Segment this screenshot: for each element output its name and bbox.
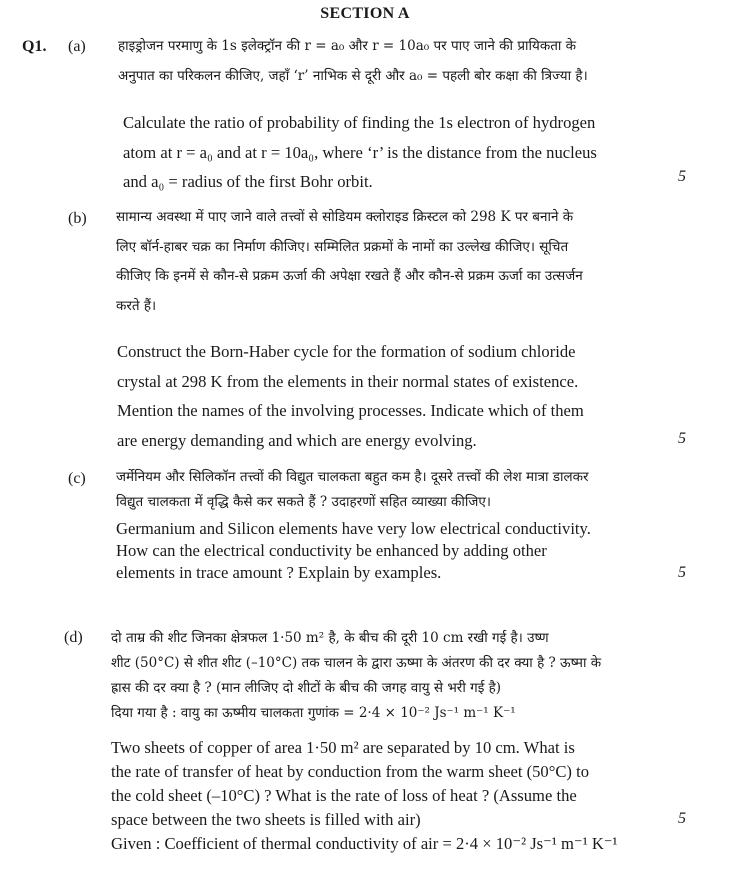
part-d-english-line: Given : Coefficient of thermal conductivity of air = 2·4 × 10⁻² Js⁻¹ m⁻¹ K⁻¹ xyxy=(111,834,618,853)
part-c-hindi-line: विद्युत चालकता में वृद्धि कैसे कर सकते हैं ? उदाहरणों सहित व्याख्या कीजिए। xyxy=(116,494,491,510)
part-b-english-line: Mention the names of the involving processes. Indicate which of them xyxy=(117,401,584,420)
part-a-english-line: and a₀ = radius of the first Bohr orbit. xyxy=(123,172,373,191)
part-c-english xyxy=(116,518,591,584)
part-d-hindi-line: शीट (50°C) से शीत शीट (–10°C) तक चालन के द्वारा ऊष्मा के अंतरण की दर क्या है ? ऊष्मा के xyxy=(111,655,602,671)
part-b-hindi-line: लिए बॉर्न-हाबर चक्र का निर्माण कीजिए। सम्मिलित प्रक्रमों के नामों का उल्लेख कीजिए। सूचित xyxy=(116,238,569,255)
part-c-hindi xyxy=(116,465,589,515)
part-d-label: (d) xyxy=(64,629,83,646)
part-d-hindi-line: ह्रास की दर क्या है ? (मान लीजिए दो शीटों के बीच की जगह वायु से भरी गई है) xyxy=(111,680,502,696)
part-c-marks: 5 xyxy=(678,564,686,581)
part-b-hindi-line: करते हैं। xyxy=(116,297,157,314)
part-c-hindi-line: जर्मेनियम और सिलिकॉन तत्त्वों की विद्युत चालकता बहुत कम है। दूसरे तत्त्वों की लेश मात्रा डालकर xyxy=(116,469,589,485)
part-d-english-line: space between the two sheets is filled with air) xyxy=(111,810,421,829)
part-b-english-line: crystal at 298 K from the elements in their normal states of existence. xyxy=(117,371,579,391)
section-title: SECTION A xyxy=(320,5,410,22)
part-a-hindi-line: अनुपात का परिकलन कीजिए, जहाँ ‘r’ नाभिक से दूरी और a₀ = पहली बोर कक्षा की त्रिज्या है। xyxy=(118,67,588,84)
question-number: Q1. xyxy=(22,38,47,55)
part-a-hindi-line: हाइड्रोजन परमाणु के 1s इलेक्ट्रॉन की r = a₀ और r = 10a₀ पर पाए जाने की प्रायिकता के xyxy=(118,38,577,54)
part-b-hindi-line: कीजिए कि इनमें से कौन-से प्रक्रम ऊर्जा की अपेक्षा रखते हैं और कौन-से प्रक्रम ऊर्जा का उत्सर्जन xyxy=(116,268,583,284)
part-d-hindi-line: दो ताम्र की शीट जिनका क्षेत्रफल 1·50 m² है, के बीच की दूरी 10 cm रखी गई है। उष्ण xyxy=(111,630,549,646)
part-b-marks: 5 xyxy=(678,430,686,447)
part-b-english-line: are energy demanding and which are energy evolving. xyxy=(117,430,477,450)
part-b-english-line: Construct the Born-Haber cycle for the formation of sodium chloride xyxy=(117,342,576,361)
part-d-hindi xyxy=(111,626,601,726)
part-d-english-line: Two sheets of copper of area 1·50 m² are separated by 10 cm. What is xyxy=(111,738,575,757)
part-b-hindi xyxy=(116,203,583,321)
part-a-english-line: atom at r = a₀ and at r = 10a₀, where ‘r’ is the distance from the nucleus xyxy=(123,142,597,162)
part-b-english xyxy=(117,337,584,455)
part-d-hindi-line: दिया गया है : वायु का ऊष्मीय चालकता गुणांक = 2·4 × 10⁻² Js⁻¹ m⁻¹ K⁻¹ xyxy=(111,705,516,721)
part-c-label: (c) xyxy=(68,470,86,487)
part-a-marks: 5 xyxy=(678,168,686,185)
part-c-english-line: Germanium and Silicon elements have very low electrical conductivity. xyxy=(116,519,591,538)
part-a-english xyxy=(123,108,597,197)
part-d-marks: 5 xyxy=(678,810,686,827)
part-a-hindi xyxy=(118,32,588,91)
part-d-english-line: the cold sheet (–10°C) ? What is the rate of loss of heat ? (Assume the xyxy=(111,786,577,805)
part-b-label: (b) xyxy=(68,210,87,227)
part-a-label: (a) xyxy=(68,38,86,55)
part-d-english xyxy=(111,736,618,856)
part-b-hindi-line: सामान्य अवस्था में पाए जाने वाले तत्त्वों से सोडियम क्लोराइड क्रिस्टल को 298 K पर बनाने के xyxy=(116,209,574,225)
part-c-english-line: How can the electrical conductivity be enhanced by adding other xyxy=(116,541,547,560)
part-c-english-line: elements in trace amount ? Explain by examples. xyxy=(116,563,442,582)
part-d-english-line: the rate of transfer of heat by conduction from the warm sheet (50°C) to xyxy=(111,762,590,781)
part-a-english-line: Calculate the ratio of probability of finding the 1s electron of hydrogen xyxy=(123,113,596,132)
